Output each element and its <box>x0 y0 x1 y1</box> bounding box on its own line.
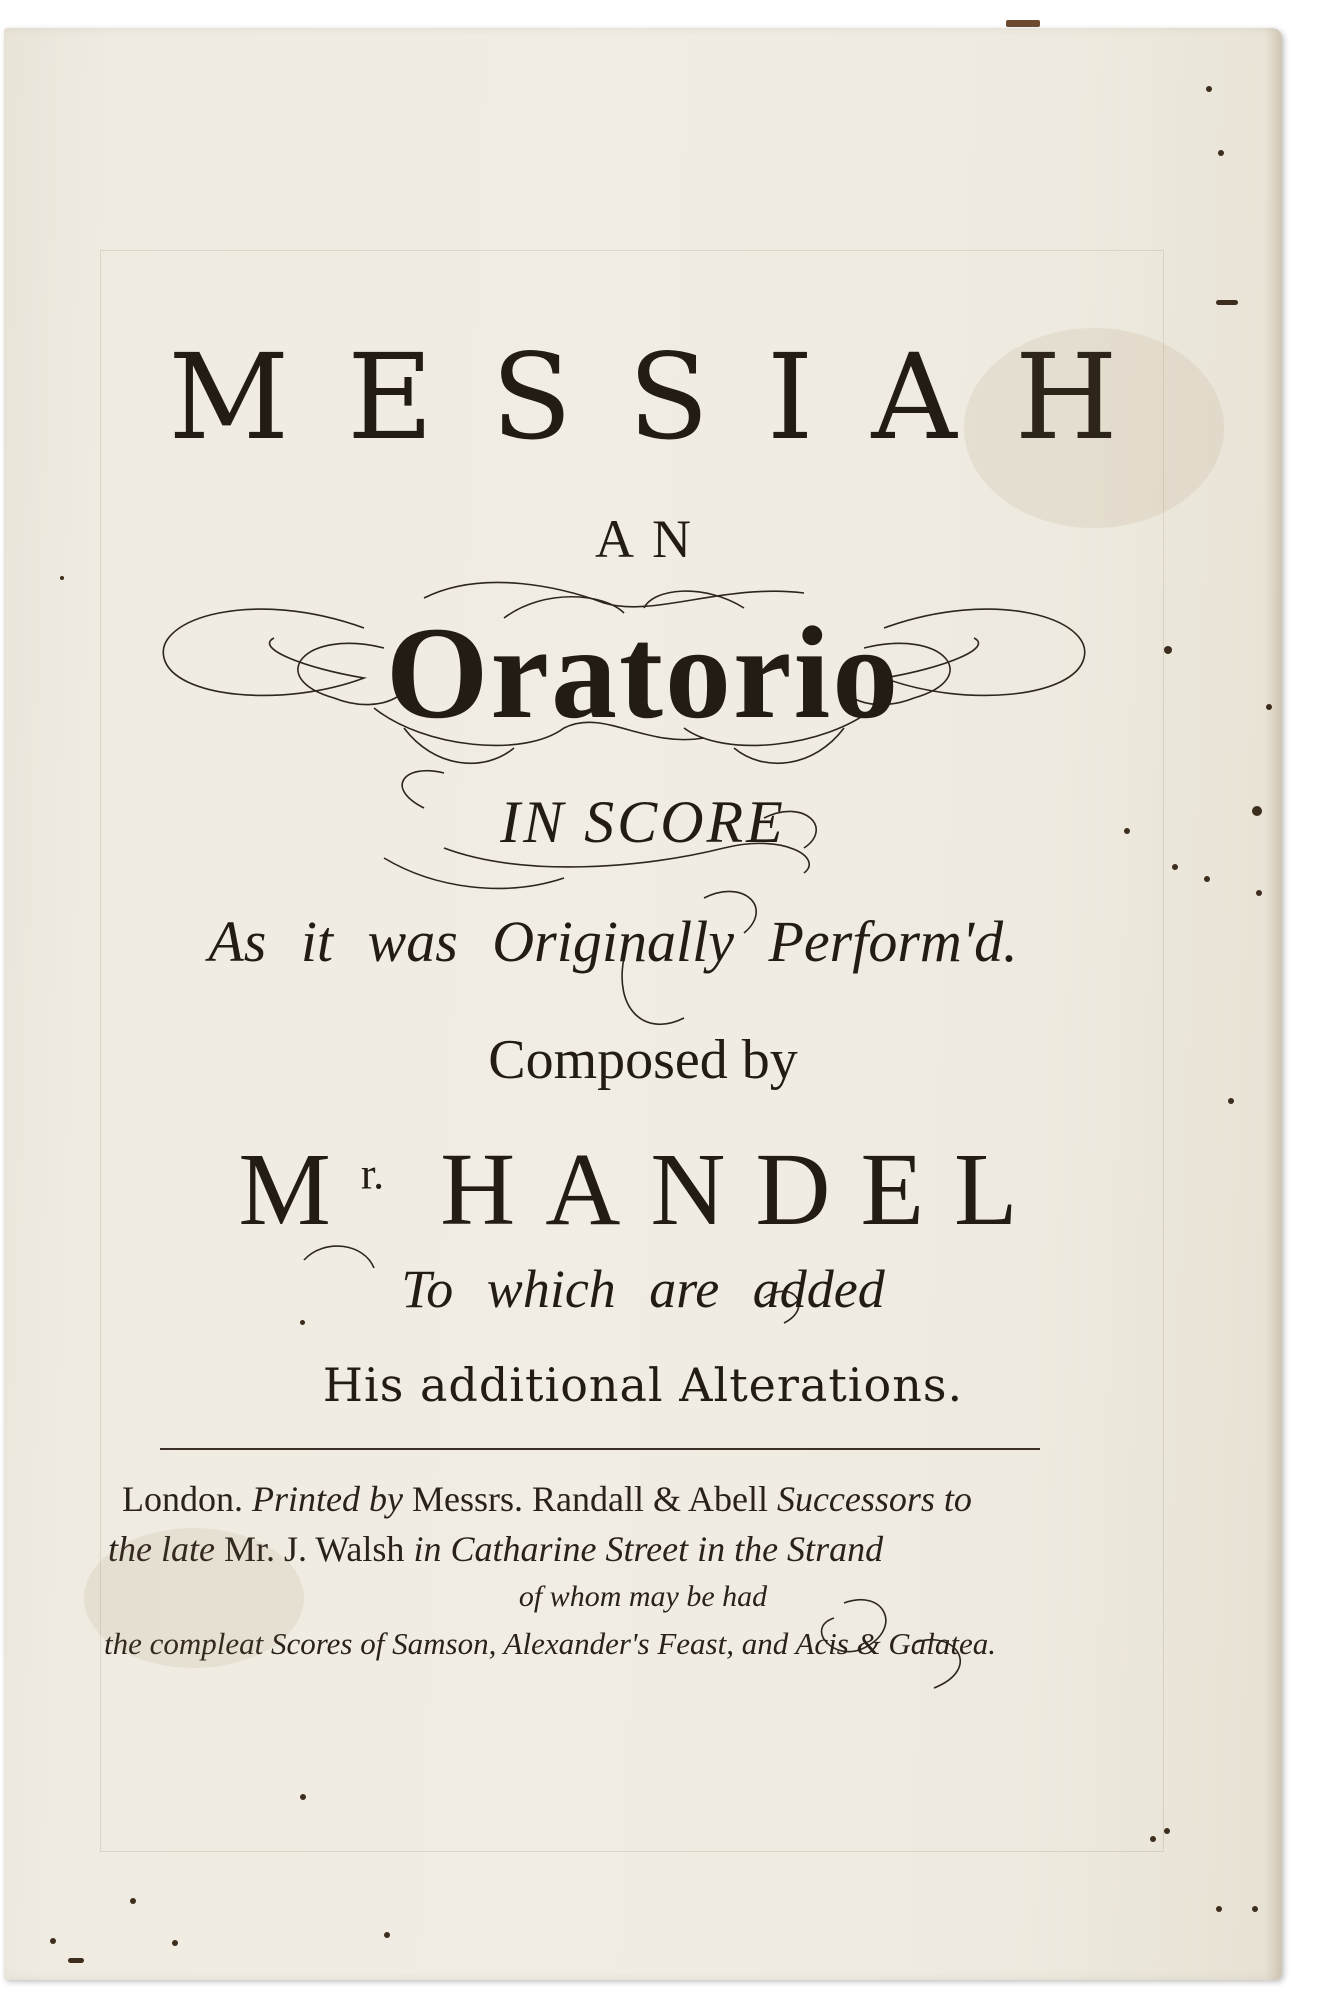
composer-surname: HANDEL <box>440 1132 1048 1247</box>
foxing-spot <box>1204 876 1210 882</box>
imprint-the-late: the late <box>108 1529 215 1569</box>
title-genre: Oratorio <box>385 599 901 746</box>
imprint-address: in Catharine Street in the Strand <box>413 1529 884 1569</box>
foxing-spot <box>1216 300 1238 305</box>
divider-rule <box>160 1448 1040 1450</box>
foxing-spot <box>1216 1906 1222 1912</box>
foxing-spot <box>300 1320 305 1325</box>
foxing-spot <box>130 1898 136 1904</box>
imprint-predecessor: Mr. J. Walsh <box>223 1529 405 1569</box>
imprint-printers: Randall & Abell <box>531 1479 768 1519</box>
foxing-spot <box>1150 1836 1156 1842</box>
title-messiah: MESSIAH <box>168 328 1176 466</box>
imprint-messrs: Messrs. <box>411 1479 523 1519</box>
paper-stain <box>964 328 1224 528</box>
foxing-spot <box>60 576 64 580</box>
imprint-scores-works: Samson, Alexander's Feast, and Acis & Galatea. <box>392 1626 997 1661</box>
foxing-spot <box>68 1958 84 1963</box>
additions-text: His additional Alterations. <box>322 1358 964 1412</box>
foxing-spot <box>1218 150 1224 156</box>
foxing-spot <box>1228 1098 1234 1104</box>
foxing-spot <box>172 1940 178 1946</box>
title-article: AN <box>595 509 709 569</box>
tab-remnant <box>1006 20 1040 27</box>
composer-prefix: M <box>238 1132 361 1247</box>
foxing-spot <box>1252 1906 1258 1912</box>
foxing-spot <box>1164 646 1172 654</box>
composer-name <box>4 1130 1282 1249</box>
foxing-spot <box>1172 864 1178 870</box>
foxing-spot <box>384 1932 390 1938</box>
imprint-line-1 <box>122 1478 1122 1520</box>
composer-prefix-superscript: r. <box>360 1149 385 1199</box>
foxing-spot <box>1252 806 1262 816</box>
page-edge-shading <box>1264 28 1282 1980</box>
composed-by-label: Composed by <box>488 1029 798 1091</box>
imprint-successors: Successors to <box>776 1479 972 1519</box>
foxing-spot <box>1124 828 1130 834</box>
imprint-scores-intro: the compleat Scores of <box>104 1626 385 1661</box>
performance-note: As it was Originally Perform'd. <box>208 909 1018 974</box>
foxing-spot <box>1256 890 1262 896</box>
foxing-spot <box>1206 86 1212 92</box>
imprint-line-3: of whom may be had <box>518 1580 768 1613</box>
additions-intro: To which are added <box>401 1259 885 1319</box>
imprint-place: London. <box>122 1479 243 1519</box>
foxing-spot <box>1266 704 1272 710</box>
foxing-spot <box>50 1938 56 1944</box>
title-page <box>4 28 1282 1980</box>
foxing-spot <box>300 1794 306 1800</box>
title-format: IN SCORE <box>500 789 786 855</box>
paper-stain <box>84 1528 304 1668</box>
foxing-spot <box>1164 1828 1170 1834</box>
imprint-printed-by: Printed by <box>252 1479 403 1519</box>
